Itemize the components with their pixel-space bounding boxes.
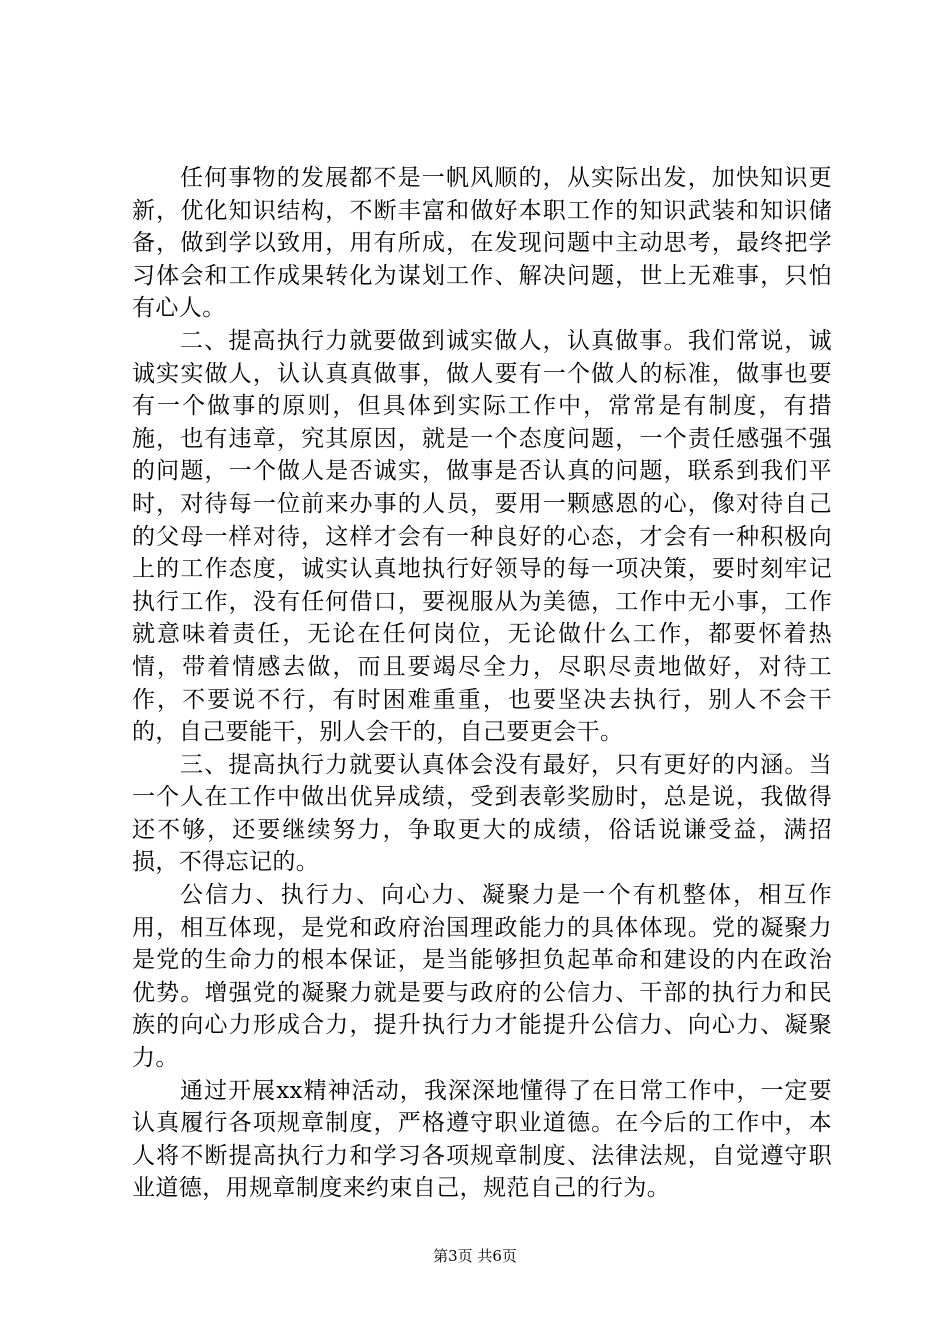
paragraph-4: 公信力、执行力、向心力、凝聚力是一个有机整体，相互作用，相互体现，是党和政府治国理政能力的具体体现。党的凝聚力是党的生命力的根本保证，是当能够担负起革命和建设的内在政治优势。增强党的凝聚力就是要与政府的公信力、干部的执行力和民族的向心力形成合力，提升执行力才能提升公信力、向心力、凝聚力。 [132,882,832,1072]
paragraph-3: 三、提高执行力就要认真体会没有最好，只有更好的内涵。当一个人在工作中做出优异成绩，受到表彰奖励时，总是说，我做得还不够，还要继续努力，争取更大的成绩，俗话说谦受益，满招损，不得忘记的。 [132,751,832,876]
paragraph-1: 任何事物的发展都不是一帆风顺的，从实际出发，加快知识更新，优化知识结构，不断丰富和做好本职工作的知识武装和知识储备，做到学以致用，用有所成，在发现问题中主动思考，最终把学习体会和工作成果转化为谋划工作、解决问题，世上无难事，只怕有心人。 [132,165,832,322]
paragraph-2: 二、提高执行力就要做到诚实做人，认真做事。我们常说，诚诚实实做人，认认真真做事，做人要有一个做人的标准，做事也要有一个做事的原则，但具体到实际工作中，常常是有制度，有措施，也有违章，究其原因，就是一个态度问题，一个责任感强不强的问题，一个做人是否诚实，做事是否认真的问题，联系到我们平时，对待每一位前来办事的人员，要用一颗感恩的心，像对待自己的父母一样对待，这样才会有一种良好的心态，才会有一种积极向上的工作态度，诚实认真地执行好领导的每一项决策，要时刻牢记执行工作，没有任何借口，要视服从为美德，工作中无小事，工作就意味着责任，无论在任何岗位，无论做什么工作，都要怀着热情，带着情感去做，而且要竭尽全力，尽职尽责地做好，对待工作，不要说不行，有时困难重重，也要坚决去执行，别人不会干的，自己要能干，别人会干的，自己要更会干。 [132,327,832,746]
document-body [132,162,832,1205]
page-footer: 第3页 共6页 [433,1247,517,1265]
paragraph-5: 通过开展xx精神活动，我深深地懂得了在日常工作中，一定要认真履行各项规章制度，严格遵守职业道德。在今后的工作中，本人将不断提高执行力和学习各项规章制度、法律法规，自觉遵守职业道德，用规章制度来约束自己，规范自己的行为。 [132,1077,832,1202]
